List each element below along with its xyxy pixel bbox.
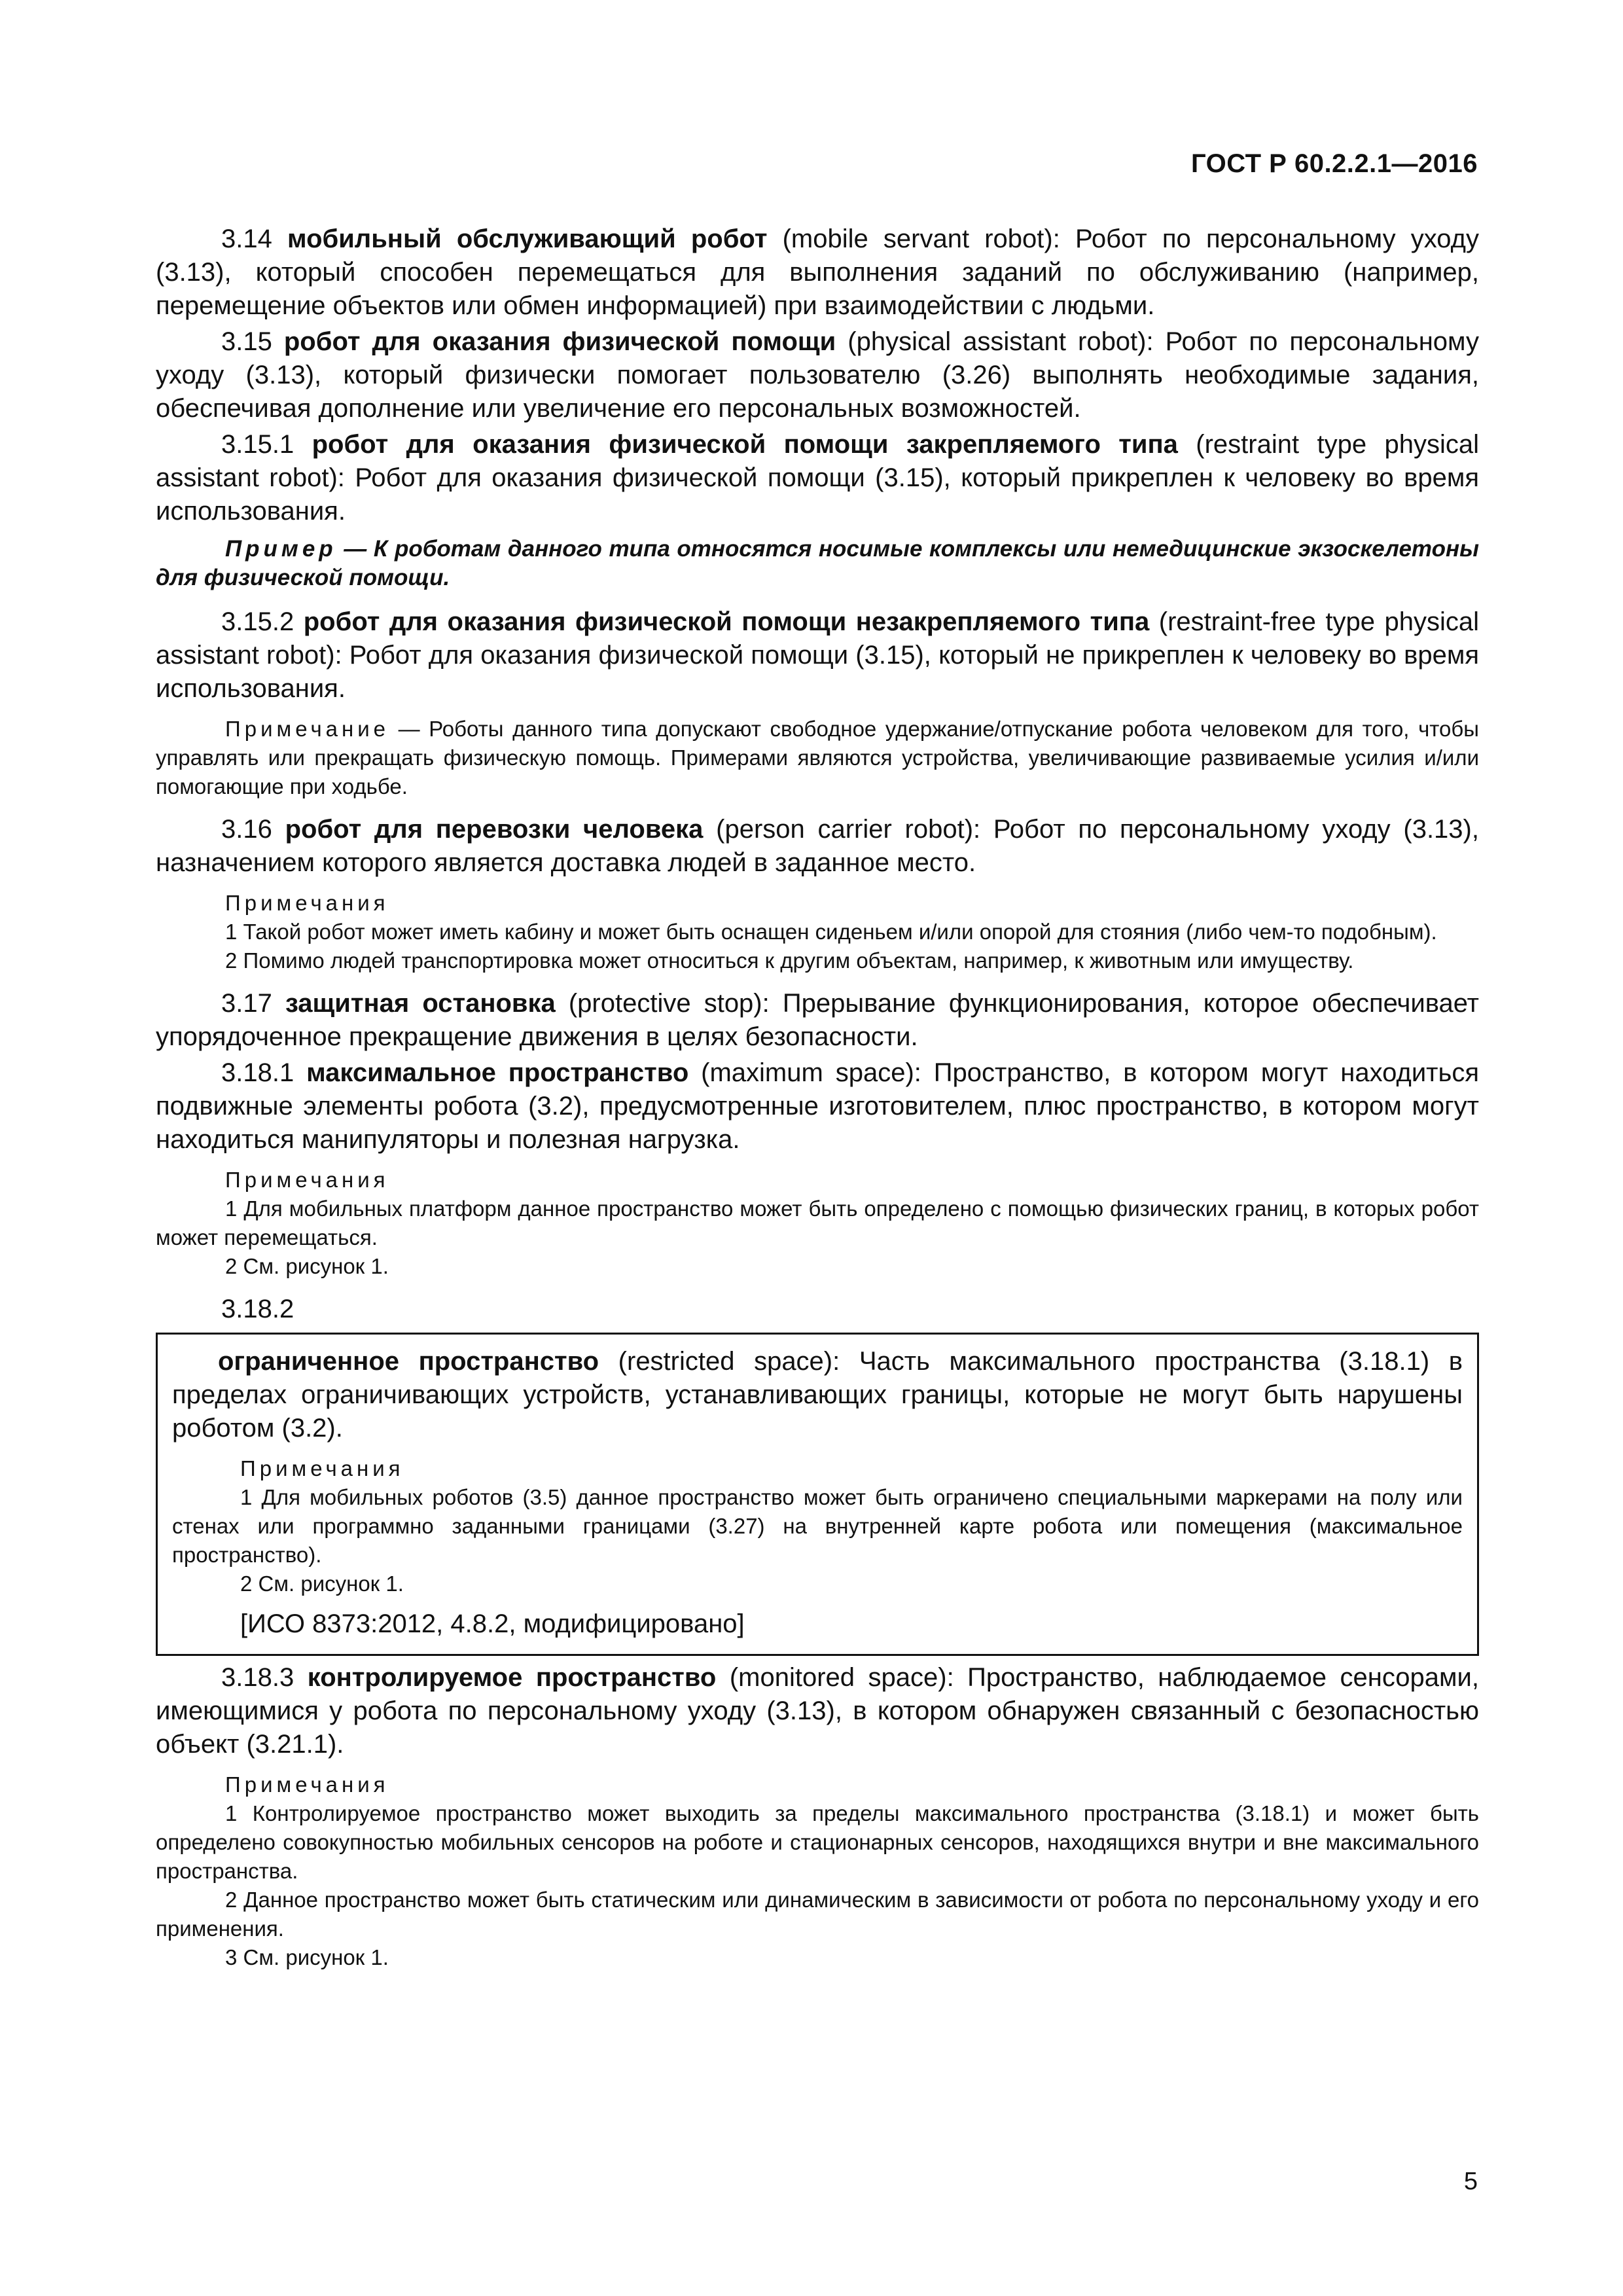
notes-3-18-1: Примечания 1 Для мобильных платформ данное пространство может быть определено с помощью физических границ, в которых робот может перемещаться. 2 См. рисунок 1. bbox=[156, 1166, 1479, 1281]
note-item: 1 Контролируемое пространство может выходить за пределы максимального пространства (3.18.1) и может быть определено совокупностью мобильных сенсоров на роботе и стационарных сенсоров, находящихся внутри и вне максимального пространства. bbox=[156, 1801, 1479, 1883]
note-item: 2 Помимо людей транспортировка может относиться к другим объектам, например, к животным или имуществу. bbox=[225, 948, 1354, 973]
note-item: 1 Такой робот может иметь кабину и может быть оснащен сиденьем и/или опорой для стояния (либо чем-то подобным). bbox=[225, 920, 1437, 944]
document-body bbox=[156, 223, 1479, 1984]
entry-3-18-3: 3.18.3 контролируемое пространство (monitored space): Пространство, наблюдаемое сенсорами, имеющимися у робота по персональному уходу (3.13), в котором обнаружен связанный с безопасностью объект (3.21.1). bbox=[156, 1663, 1479, 1759]
entry-3-15: 3.15 робот для оказания физической помощи (physical assistant robot): Робот по персональному уходу (3.13), который физически помогает пользователю (3.26) выполнять необходимые задания, обеспечивая дополнение или увеличение его персональных возможностей. bbox=[156, 327, 1479, 423]
entry-3-14: 3.14 мобильный обслуживающий робот (mobile servant robot): Робот по персональному уходу (3.13), который способен перемещаться для выполнения заданий по обслуживанию (например, перемещение объектов или обмен информацией) при взаимодействии с людьми. bbox=[156, 224, 1480, 320]
entry-3-15-1: 3.15.1 робот для оказания физической помощи закрепляемого типа (restraint type physical assistant robot): Робот для оказания физической помощи (3.15), который прикреплен к человеку во время использования. bbox=[156, 430, 1479, 526]
term: робот для перевозки человека bbox=[285, 815, 704, 844]
entry-3-18-2-box bbox=[156, 1333, 1479, 1656]
notes-3-18-3: Примечания 1 Контролируемое пространство может выходить за пределы максимального пространства (3.18.1) и может быть определено совокупностью мобильных сенсоров на роботе и стационарных сенсоров, находящихся внутри и вне максимального пространства. 2 Данное пространство может быть статическим или динамическим в зависимости от робота по персональному уходу и его применения. 3 См. рисунок 1. bbox=[156, 1770, 1479, 1972]
note-item: 1 Для мобильных платформ данное пространство может быть определено с помощью физических границ, в которых робот может перемещаться. bbox=[156, 1196, 1479, 1249]
example-3-15-1: Пример — К роботам данного типа относятся носимые комплексы или немедицинские экзоскелетоны для физической помощи. bbox=[156, 536, 1479, 590]
term: мобильный обслуживающий робот bbox=[287, 224, 768, 253]
notes-3-18-2: Примечания 1 Для мобильных роботов (3.5) данное пространство может быть ограничено специальными маркерами на полу или стенах или программно заданными границами (3.27) на внутренней карте робота или помещения (максимальное пространство). 2 См. рисунок 1. bbox=[172, 1454, 1463, 1598]
note-item: 2 Данное пространство может быть статическим или динамическим в зависимости от робота по персональному уходу и его применения. bbox=[156, 1888, 1479, 1941]
entry-3-18-2-number: 3.18.2 bbox=[221, 1295, 294, 1323]
entry-3-16: 3.16 робот для перевозки человека (person carrier robot): Робот по персональному уходу (3.13), назначением которого является доставка людей в заданное место. bbox=[156, 815, 1479, 877]
note-item: 1 Для мобильных роботов (3.5) данное пространство может быть ограничено специальными маркерами на полу или стенах или программно заданными границами (3.27) на внутренней карте робота или помещения (максимальное пространство). bbox=[172, 1485, 1463, 1567]
term: робот для оказания физической помощи закрепляемого типа bbox=[312, 430, 1178, 459]
term: ограниченное пространство bbox=[218, 1347, 599, 1376]
entry-3-17: 3.17 защитная остановка (protective stop): Прерывание функционирования, которое обеспечивает упорядоченное прекращение движения в целях безопасности. bbox=[156, 989, 1479, 1051]
entry-3-15-2: 3.15.2 робот для оказания физической помощи незакрепляемого типа (restraint-free type physical assistant robot): Робот для оказания физической помощи (3.15), который не прикреплен к человеку во время использования. bbox=[156, 607, 1480, 703]
note-item: 3 См. рисунок 1. bbox=[225, 1945, 389, 1969]
term: робот для оказания физической помощи bbox=[283, 327, 836, 356]
page-number: 5 bbox=[1463, 2168, 1478, 2195]
term: контролируемое пространство bbox=[307, 1663, 717, 1692]
entry-3-18-2: ограниченное пространство (restricted space): Часть максимального пространства (3.18.1) в пределах ограничивающих устройств, устанавливающих границы, которые не могут быть нарушены роботом (3.2). bbox=[172, 1347, 1463, 1443]
term: робот для оказания физической помощи незакрепляемого типа bbox=[303, 607, 1150, 636]
note-3-15-2: Примечание — Роботы данного типа допускают свободное удержание/отпускание робота человеком для того, чтобы управлять или прекращать физическую помощь. Примерами являются устройства, увеличивающие развиваемые усилия и/или помогающие при ходьбе. bbox=[156, 717, 1479, 798]
notes-3-16: Примечания 1 Такой робот может иметь кабину и может быть оснащен сиденьем и/или опорой для стояния (либо чем-то подобным). 2 Помимо людей транспортировка может относиться к другим объектам, например, к животным или имуществу. bbox=[156, 889, 1479, 975]
term: максимальное пространство bbox=[306, 1058, 689, 1087]
document-id-header: ГОСТ Р 60.2.2.1—2016 bbox=[1190, 149, 1478, 178]
note-item: 2 См. рисунок 1. bbox=[240, 1571, 404, 1596]
term: защитная остановка bbox=[285, 989, 556, 1018]
source-reference: [ИСО 8373:2012, 4.8.2, модифицировано] bbox=[240, 1609, 745, 1638]
entry-3-18-1: 3.18.1 максимальное пространство (maximum space): Пространство, в котором могут находиться подвижные элементы робота (3.2), предусмотренные изготовителем, плюс пространство, в котором могут находиться манипуляторы и полезная нагрузка. bbox=[156, 1058, 1479, 1154]
note-item: 2 См. рисунок 1. bbox=[225, 1254, 389, 1278]
